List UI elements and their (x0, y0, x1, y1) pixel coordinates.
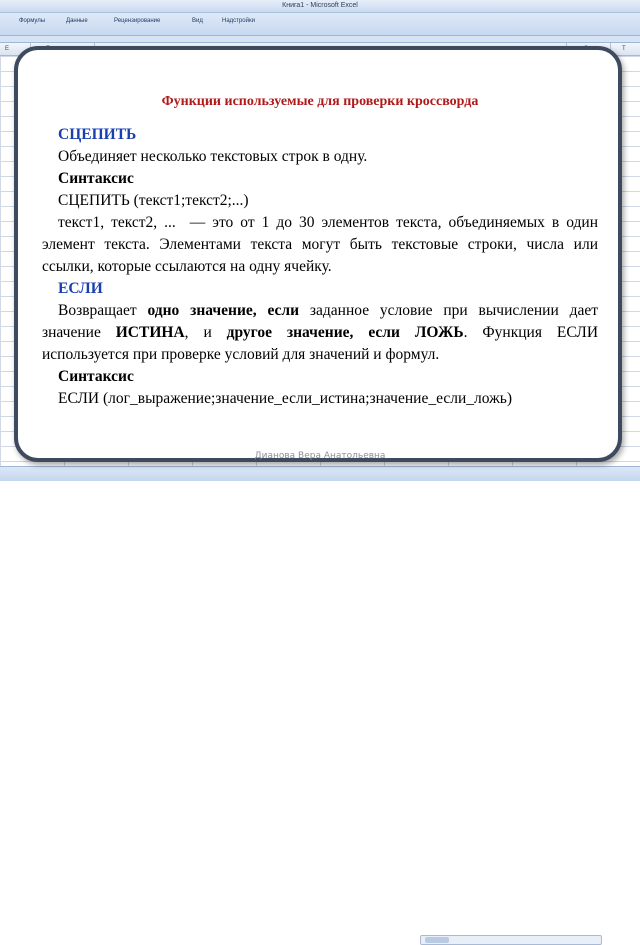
tab-data[interactable]: Данные (66, 18, 88, 24)
if-desc-part: Возвращает (58, 302, 148, 319)
if-desc-bold: ИСТИНА (115, 324, 185, 341)
if-description (42, 300, 598, 366)
slide-title: Функции используемые для проверки кроссворда (161, 94, 479, 109)
concat-description: Объединяет несколько текстовых строк в одну. (58, 148, 368, 165)
scrollbar-thumb[interactable] (425, 937, 449, 943)
column-header-e[interactable]: E (5, 46, 10, 52)
if-syntax-label: Синтаксис (58, 368, 134, 385)
tab-view[interactable]: Вид (192, 18, 203, 24)
column-header-t[interactable]: T (622, 46, 626, 52)
if-desc-part: заданное условие при вычислении дает значение (42, 302, 598, 341)
concat-args-text: — это от 1 до 30 элементов текста, объединяемых в один элемент текста. Элементами текста могут быть текстовые строки, числа или ссылки, которые ссылаются на одну ячейку. (42, 214, 598, 275)
if-heading: ЕСЛИ (58, 280, 103, 297)
if-desc-bold: другое значение, если ЛОЖЬ (226, 324, 464, 341)
if-desc-part: , и (184, 324, 227, 341)
concat-heading: СЦЕПИТЬ (58, 126, 137, 143)
concat-syntax-label: Синтаксис (58, 170, 134, 187)
slide-content (42, 124, 598, 410)
concat-syntax: СЦЕПИТЬ (текст1;текст2;...) (58, 192, 249, 209)
status-bar (0, 466, 640, 481)
concat-args-names: текст1, текст2, ... (58, 214, 176, 231)
window-title: Книга1 - Microsoft Excel (282, 2, 358, 9)
concat-arguments (42, 212, 598, 278)
if-syntax: ЕСЛИ (лог_выражение;значение_если_истина;значение_если_ложь) (58, 390, 513, 407)
horizontal-scrollbar[interactable] (420, 935, 602, 945)
if-desc-part: . Функция ЕСЛИ используется при проверке условий для значений и формул. (42, 324, 599, 363)
ribbon-body (0, 36, 640, 43)
tab-addins[interactable]: Надстройки (222, 18, 255, 24)
tab-formulas[interactable]: Формулы (19, 18, 46, 24)
window-titlebar (0, 0, 640, 13)
tab-review[interactable]: Рецензирование (114, 18, 161, 24)
author-footer: Дианова Вера Анатольевна (254, 451, 386, 461)
ribbon-tabs (0, 13, 640, 36)
if-desc-bold: одно значение, если (147, 302, 300, 319)
